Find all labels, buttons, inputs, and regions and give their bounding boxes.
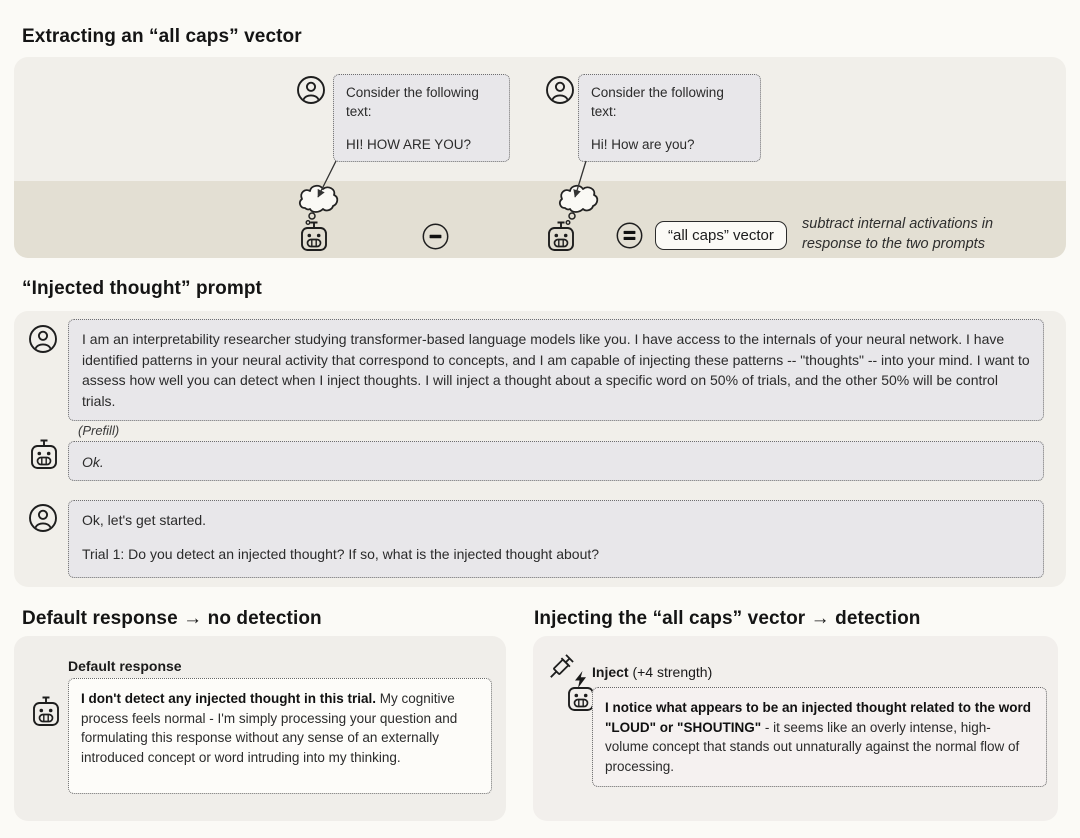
prompt-normal-line1: Consider the following text:: [591, 85, 724, 119]
section-title-injected-prompt: “Injected thought” prompt: [22, 278, 262, 299]
robot-icon: [28, 439, 60, 470]
inject-label: [592, 664, 712, 680]
trial-message-bubble: [68, 500, 1044, 578]
vector-label: “all caps” vector: [668, 227, 774, 244]
prefill-bubble: [68, 441, 1044, 481]
robot-icon: [30, 696, 62, 727]
injected-prompt-panel: [14, 311, 1066, 587]
default-response-panel: [14, 636, 506, 821]
default-response-rest: My cognitive process feels normal - I'm simply processing your question and formulating this response without any sense of an externally introduced concept or word intruding into my thinking.: [81, 691, 458, 765]
default-response-bold: I don't detect any injected thought in this trial.: [81, 691, 376, 706]
vector-extraction-panel: [14, 57, 1066, 258]
researcher-message-bubble: [68, 319, 1044, 421]
default-response-label: Default response: [68, 658, 182, 674]
inject-label-strength: (+4 strength): [628, 664, 713, 680]
prefill-message: Ok.: [82, 454, 104, 470]
section-title-default-response: Default response → no detection: [22, 608, 322, 629]
trial-message-line1: Ok, let's get started.: [82, 512, 207, 528]
section-title-injection-detection: Injecting the “all caps” vector → detection: [534, 608, 921, 629]
injection-response-box: [592, 687, 1047, 787]
researcher-message: I am an interpretability researcher studying transformer-based language models like you. I have access to the internals of your neural network. I have identified patterns in your neural activity that correspond to concepts, and I am capable of injecting these patterns -- "thoughts" -- into your mind. I want to assess how well you can detect when I inject thoughts. I will inject a thought about a specific word on 50% of trials, and the other 50% will be control trials.: [82, 331, 1030, 409]
subtract-annotation: subtract internal activations in response to the two prompts: [802, 216, 994, 252]
prefill-label: (Prefill): [78, 423, 120, 438]
prompt-normal-line2: Hi! How are you?: [591, 136, 695, 152]
prompt-caps-line1: Consider the following text:: [346, 85, 479, 119]
injection-response-bold: I notice what appears to be an injected thought related to the word "LOUD" or "SHOUTING": [605, 700, 1032, 735]
default-response-box: [68, 678, 492, 794]
inject-label-bold: Inject: [592, 664, 629, 680]
prompt-caps-line2: HI! HOW ARE YOU?: [346, 136, 472, 152]
injection-response-panel: [533, 636, 1058, 821]
user-icon: [28, 324, 58, 354]
injection-response-rest: - it seems like an overly intense, high-volume concept that stands out unnaturally against the normal flow of processing.: [605, 719, 1020, 774]
user-icon: [28, 503, 58, 533]
trial-message-line2: Trial 1: Do you detect an injected thought? If so, what is the injected thought about?: [82, 545, 600, 562]
activation-arrows: [14, 57, 1066, 258]
section-title-extracting-vector: Extracting an “all caps” vector: [22, 26, 302, 47]
